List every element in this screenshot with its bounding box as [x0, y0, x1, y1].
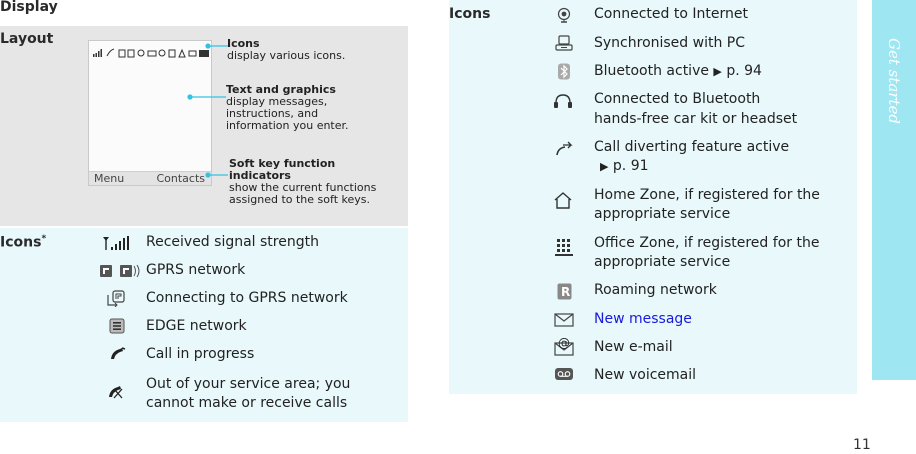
gprs-connecting-icon — [106, 289, 126, 307]
side-tab-label: Get started — [885, 37, 903, 125]
icons-right-item-7-line-2: appropriate service — [594, 254, 731, 270]
icons-right-item-1: Connected to Internet — [594, 6, 748, 22]
bluetooth-active-label: Bluetooth active — [594, 63, 709, 79]
soft-key-left: Menu — [94, 172, 125, 185]
callout-soft-keys-desc-1: show the current functions — [229, 181, 377, 194]
page-number: 11 — [853, 437, 871, 453]
callout-icons — [227, 38, 345, 62]
callout-icons-desc: display various icons. — [227, 49, 346, 62]
page-title: Display — [0, 0, 58, 15]
icons-left-heading-text: Icons — [0, 234, 42, 251]
roaming-icon — [556, 282, 572, 300]
icons-left-item-6-line-1: Out of your service area; you — [146, 376, 351, 392]
ref-arrow-icon: ▶ — [600, 160, 609, 173]
edge-network-icon — [108, 317, 126, 335]
callout-icons-title: Icons — [227, 37, 260, 50]
icons-left-item-6-line-2: cannot make or receive calls — [146, 395, 348, 411]
bluetooth-carkit-icon — [552, 92, 574, 110]
new-voicemail-icon — [553, 366, 575, 382]
call-in-progress-icon — [108, 345, 128, 363]
callout-soft-keys — [229, 158, 376, 206]
callout-text-graphics — [226, 84, 349, 132]
icons-left-heading — [0, 234, 46, 251]
section-side-tab — [872, 0, 916, 380]
icons-right-item-5-line-2 — [600, 157, 649, 176]
icons-left-item-4: EDGE network — [146, 318, 247, 334]
icons-right-item-8: Roaming network — [594, 282, 717, 298]
layout-heading: Layout — [0, 31, 54, 47]
home-zone-icon — [552, 190, 574, 210]
icons-right-item-5-line-1: Call diverting feature active — [594, 139, 790, 155]
icons-right-item-6-line-1: Home Zone, if registered for the — [594, 187, 820, 203]
new-message-icon — [553, 312, 575, 328]
icons-right-item-6-line-2: appropriate service — [594, 206, 731, 222]
callout-text-graphics-title: Text and graphics — [226, 83, 336, 96]
callout-soft-keys-desc-2: assigned to the soft keys. — [229, 193, 370, 206]
signal-strength-icon — [100, 234, 132, 252]
icons-right-item-4-line-1: Connected to Bluetooth — [594, 91, 761, 107]
office-zone-icon — [554, 236, 574, 258]
ref-arrow-icon: ▶ — [713, 65, 722, 78]
call-divert-ref-link[interactable]: p. 91 — [612, 158, 649, 174]
icons-right-item-4-line-2: hands-free car kit or headset — [594, 111, 798, 127]
bluetooth-ref-link[interactable]: p. 94 — [726, 63, 762, 79]
icons-left-item-1: Received signal strength — [146, 234, 319, 250]
call-divert-icon — [554, 140, 574, 158]
icons-right-item-11: New voicemail — [594, 367, 697, 383]
svg-text:R: R — [560, 284, 570, 299]
svg-text:@: @ — [558, 336, 570, 350]
callout-soft-keys-title-2: indicators — [229, 169, 291, 182]
icons-left-item-5: Call in progress — [146, 346, 255, 362]
icons-right-item-2: Synchronised with PC — [594, 35, 746, 51]
gprs-network-icon — [98, 262, 142, 280]
callout-text-graphics-desc-2: instructions, and — [226, 107, 319, 120]
soft-key-right: Contacts — [156, 172, 205, 185]
icons-left-item-2: GPRS network — [146, 262, 246, 278]
callout-soft-keys-title-1: Soft key function — [229, 157, 336, 170]
internet-icon — [555, 6, 573, 24]
icons-left-item-3: Connecting to GPRS network — [146, 290, 348, 306]
bluetooth-icon — [556, 62, 572, 80]
icons-right-heading: Icons — [449, 6, 491, 22]
icons-right-item-7-line-1: Office Zone, if registered for the — [594, 235, 820, 251]
new-email-icon — [552, 336, 576, 356]
pc-sync-icon — [554, 34, 574, 52]
icons-right-item-3 — [594, 62, 762, 81]
callout-text-graphics-desc-3: information you enter. — [226, 119, 349, 132]
out-of-service-icon — [106, 383, 126, 401]
icons-right-item-9[interactable]: New message — [594, 311, 692, 327]
icons-right-item-10: New e-mail — [594, 339, 673, 355]
callout-text-graphics-desc-1: display messages, — [226, 95, 328, 108]
icons-left-heading-mark: * — [41, 234, 47, 244]
